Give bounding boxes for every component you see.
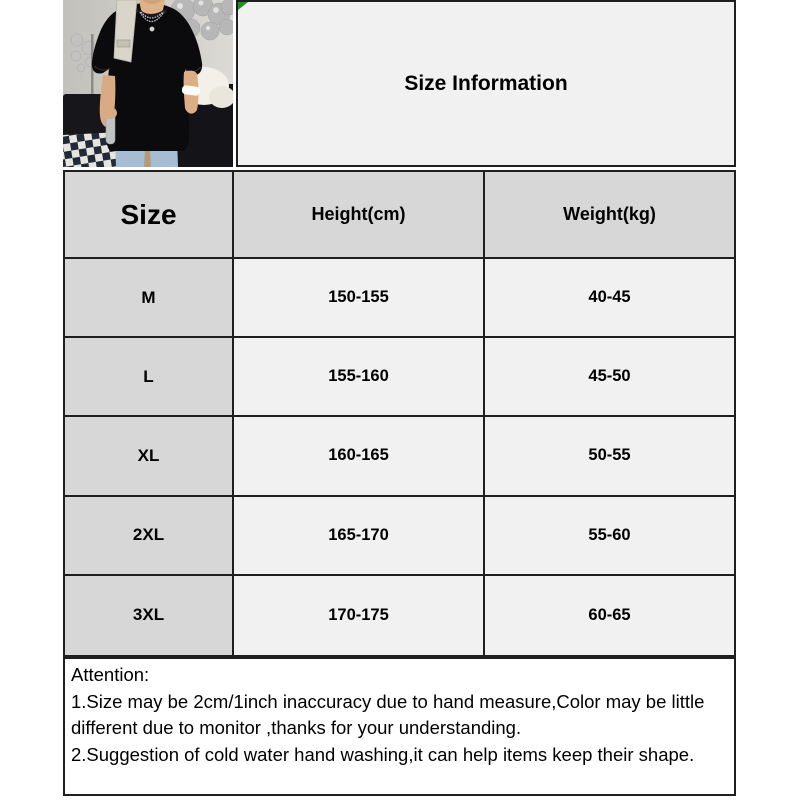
column-header-height: Height(cm) [234,172,485,259]
size-table [63,170,736,657]
weight-l: 45-50 [485,338,734,417]
column-header-weight: Weight(kg) [485,172,734,259]
attention-note-1: 1.Size may be 2cm/1inch inaccuracy due to hand measure,Color may be little [71,690,705,712]
attention-note-2: 2.Suggestion of cold water hand washing,it can help items keep their shape. [71,743,695,765]
necklace-pendant [150,27,155,32]
height-l: 155-160 [234,338,485,417]
product-photo-illustration [63,0,233,167]
strap-buckle [117,40,130,47]
height-xl: 160-165 [234,417,485,496]
size-label-xl: XL [65,417,234,496]
height-3xl: 170-175 [234,576,485,655]
height-m: 150-155 [234,259,485,338]
weight-m: 40-45 [485,259,734,338]
attention-note-1b: different due to monitor ,thanks for your understanding. [71,717,522,738]
column-header-size: Size [65,172,234,259]
weight-xl: 50-55 [485,417,734,496]
size-label-3xl: 3XL [65,576,234,655]
product-photo [63,0,233,167]
weight-3xl: 60-65 [485,576,734,655]
attention-heading: Attention: [71,664,150,685]
attention-box [63,657,736,796]
size-label-2xl: 2XL [65,497,234,576]
green-corner-marker-icon [238,2,248,10]
left-hand [103,107,117,119]
size-label-l: L [65,338,234,417]
size-label-m: M [65,259,234,338]
weight-2xl: 55-60 [485,497,734,576]
page-title: Size Information [404,71,568,95]
title-cell [236,0,736,167]
height-2xl: 165-170 [234,497,485,576]
model [92,0,202,167]
